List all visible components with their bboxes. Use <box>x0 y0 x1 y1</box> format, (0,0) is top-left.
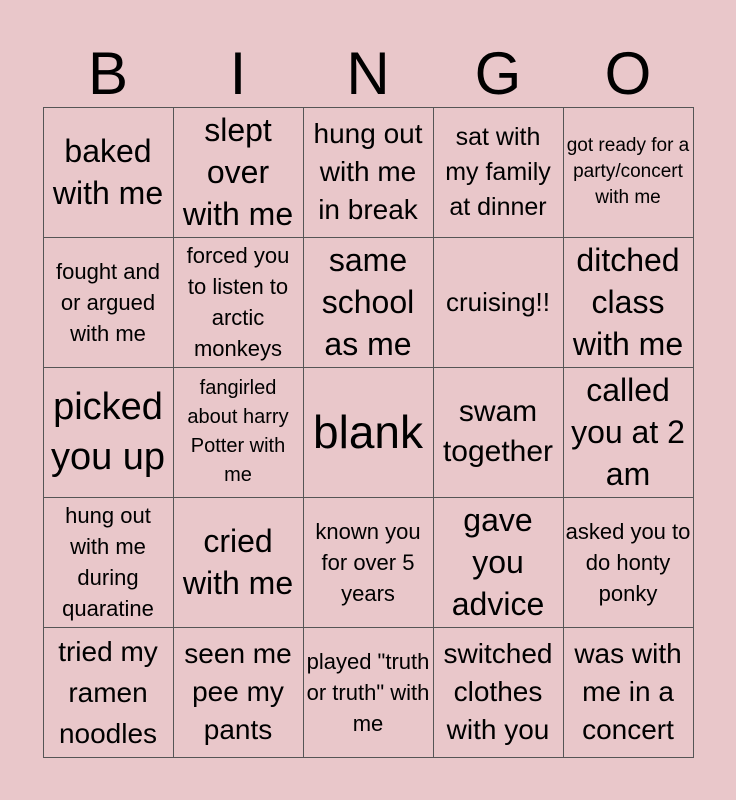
cell-text: cruising!! <box>445 287 551 317</box>
bingo-cell[interactable] <box>43 237 174 368</box>
cell-text: was with me in a concert <box>574 638 682 745</box>
cell-text: fangirled about harry Potter with me <box>187 377 289 486</box>
bingo-cell[interactable] <box>303 367 434 498</box>
bingo-cell[interactable] <box>433 237 564 368</box>
bingo-grid <box>43 107 693 757</box>
bingo-cell[interactable] <box>43 497 174 628</box>
cell-text: got ready for a party/concert with me <box>566 135 690 208</box>
cell-text: played "truth or truth" with me <box>306 648 430 736</box>
bingo-header <box>43 40 693 108</box>
bingo-cell[interactable] <box>303 497 434 628</box>
cell-text: ditched class with me <box>572 242 684 362</box>
cell-text: sat with my family at dinner <box>445 122 551 221</box>
header-letter-g: G <box>474 40 522 107</box>
bingo-cell[interactable] <box>563 107 694 238</box>
bingo-cell[interactable] <box>563 237 694 368</box>
bingo-cell[interactable] <box>43 627 174 758</box>
bingo-cell[interactable] <box>43 107 174 238</box>
header-letter-i: I <box>229 40 247 107</box>
bingo-cell[interactable] <box>303 237 434 368</box>
cell-text: hung out with me in break <box>313 118 423 225</box>
cell-text: baked with me <box>52 133 164 211</box>
cell-text: picked you up <box>50 386 166 478</box>
cell-text: forced you to listen to arctic monkeys <box>186 243 290 361</box>
cell-text: gave you advice <box>451 502 545 622</box>
cell-text: switched clothes with you <box>443 638 553 745</box>
bingo-cell[interactable] <box>173 237 304 368</box>
header-letter-b: B <box>87 40 129 107</box>
cell-text: cried with me <box>182 523 294 601</box>
bingo-cell[interactable] <box>563 627 694 758</box>
bingo-cell[interactable] <box>563 367 694 498</box>
cell-text: hung out with me during quaratine <box>62 503 154 621</box>
bingo-cell[interactable] <box>43 367 174 498</box>
bingo-cell[interactable] <box>433 497 564 628</box>
bingo-cell[interactable] <box>303 107 434 238</box>
bingo-cell[interactable] <box>173 107 304 238</box>
header-letter-n: N <box>346 40 390 107</box>
cell-text: same school as me <box>321 242 415 362</box>
bingo-cell[interactable] <box>433 107 564 238</box>
cell-text: called you at 2 am <box>571 372 685 492</box>
bingo-cell[interactable] <box>563 497 694 628</box>
header-letter-o: O <box>604 40 652 107</box>
cell-text: blank <box>313 406 423 458</box>
cell-text: tried my ramen noodles <box>58 635 158 749</box>
cell-text: asked you to do honty ponky <box>565 518 691 606</box>
bingo-cell[interactable] <box>433 627 564 758</box>
cell-text: known you for over 5 years <box>315 518 421 606</box>
cell-text: seen me pee my pants <box>184 638 292 745</box>
bingo-cell[interactable] <box>173 497 304 628</box>
cell-text: swam together <box>442 395 554 468</box>
cell-text: fought and or argued with me <box>56 258 160 346</box>
bingo-cell[interactable] <box>433 367 564 498</box>
cell-text: slept over with me <box>182 112 294 232</box>
bingo-cell[interactable] <box>173 367 304 498</box>
bingo-cell[interactable] <box>173 627 304 758</box>
bingo-cell[interactable] <box>303 627 434 758</box>
